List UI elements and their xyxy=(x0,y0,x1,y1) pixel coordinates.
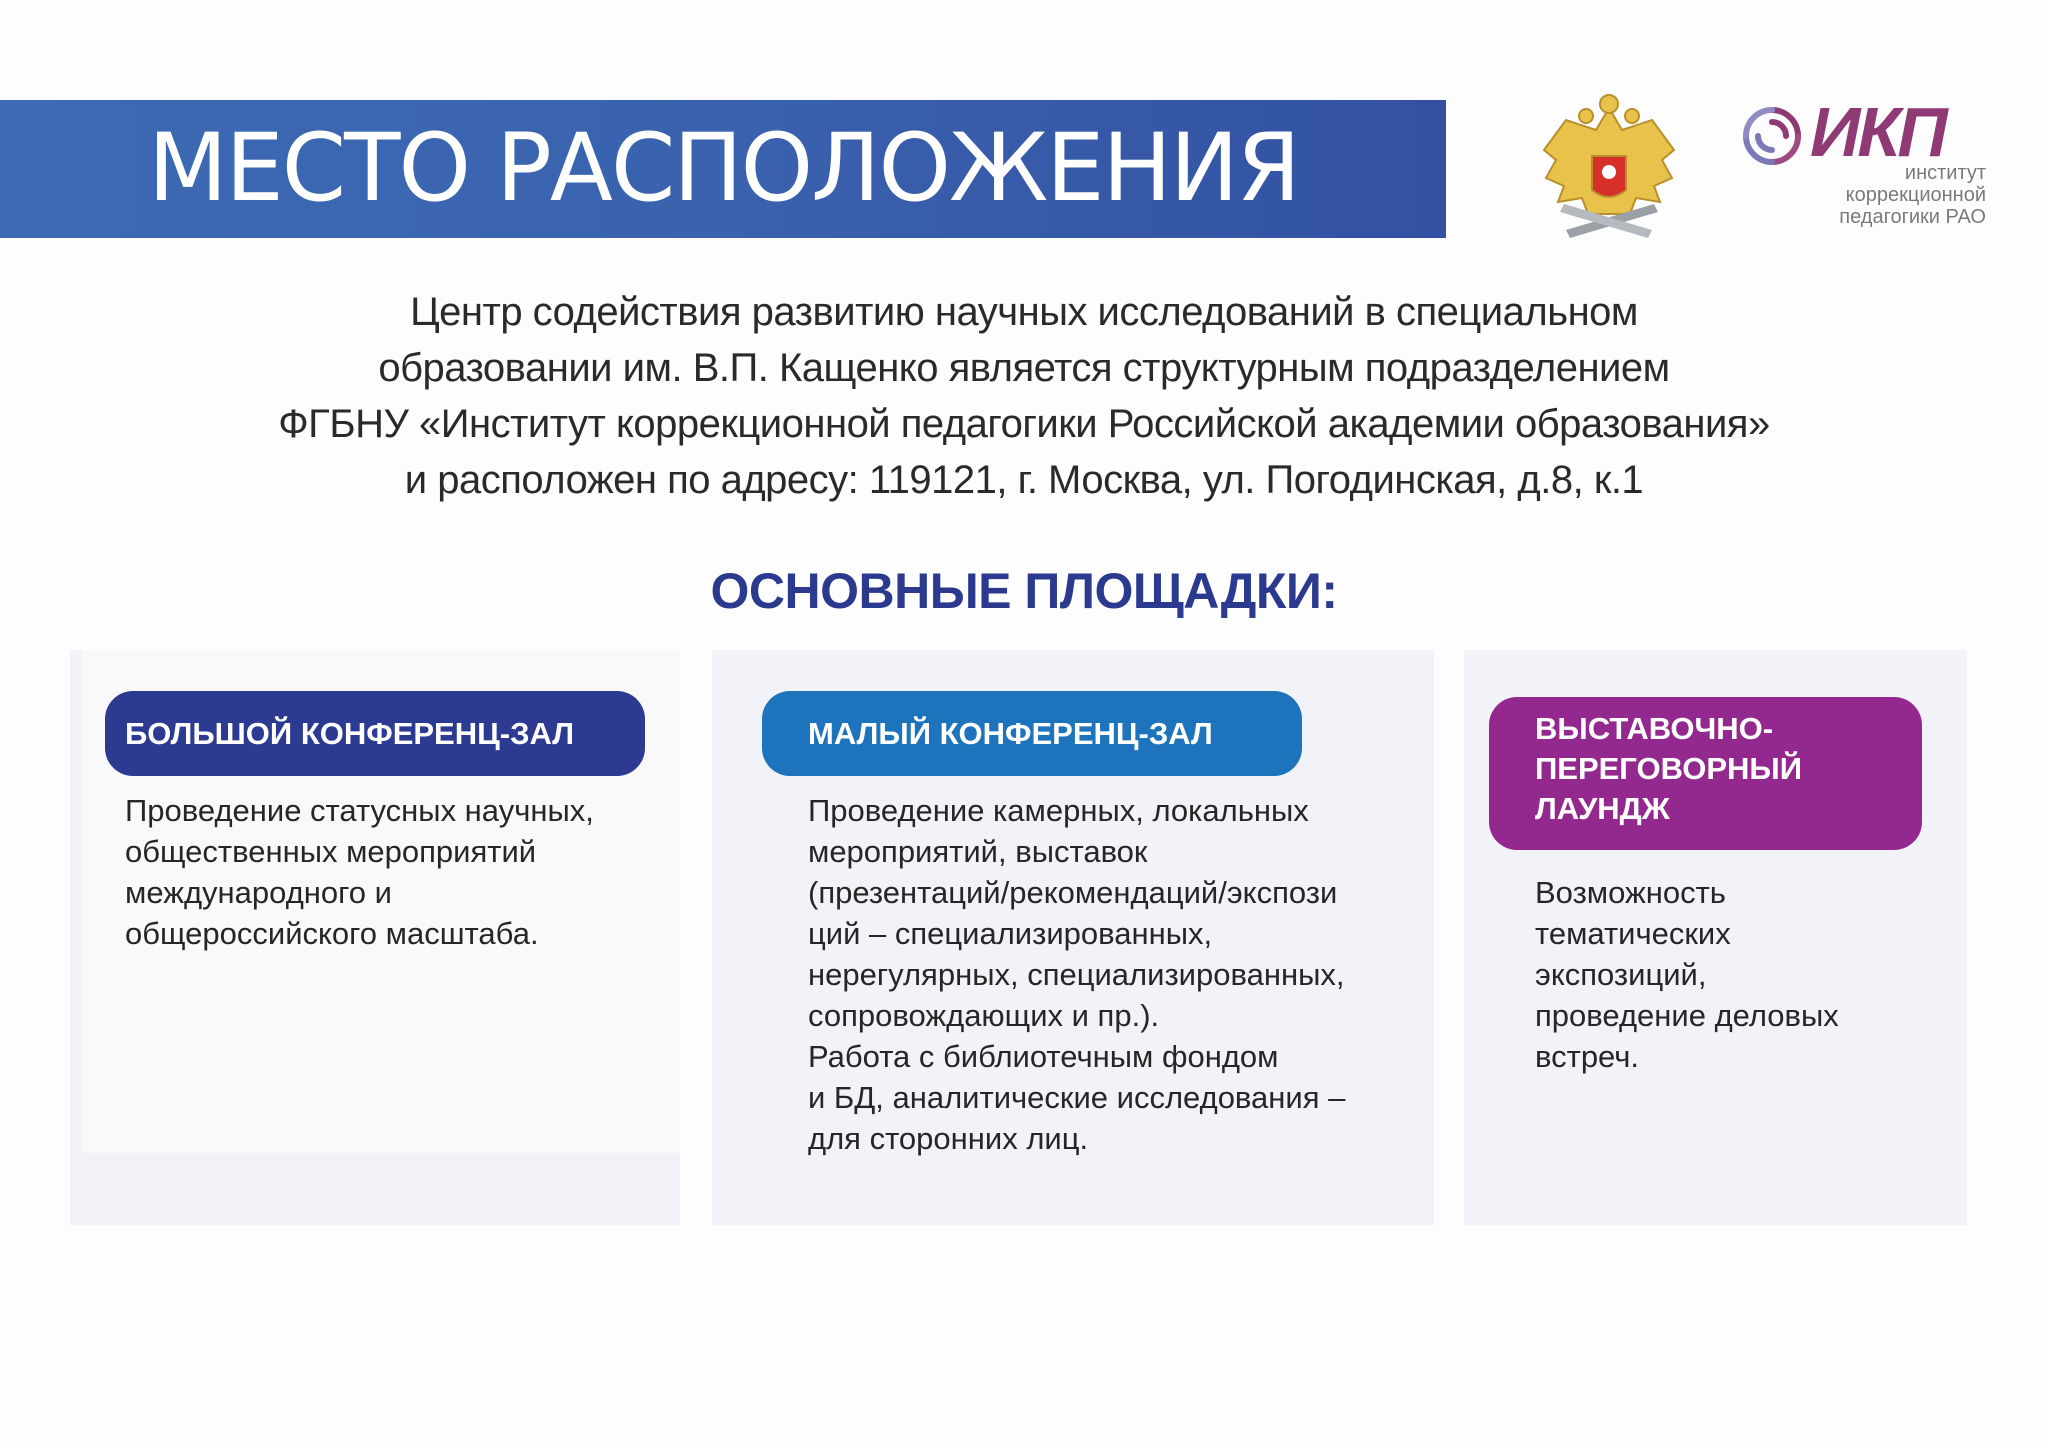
description-line: и БД, аналитические исследования – xyxy=(808,1080,1346,1115)
russian-coat-of-arms-emblem-icon xyxy=(1536,90,1682,250)
section-title: ОСНОВНЫЕ ПЛОЩАДКИ: xyxy=(710,563,1338,619)
intro-line: ФГБНУ «Институт коррекционной педагогики Российской академии образования» xyxy=(278,402,1770,446)
description-line: ций – специализированных, xyxy=(808,916,1213,951)
intro-paragraph xyxy=(60,284,1988,508)
ikp-logo xyxy=(1740,93,1990,240)
badge-line: ПЕРЕГОВОРНЫЙ xyxy=(1535,751,1803,786)
intro-line: Центр содействия развитию научных исследований в специальном xyxy=(410,290,1638,334)
description-line: экспозиций, xyxy=(1535,957,1707,992)
description-line: тематических xyxy=(1535,916,1731,951)
description-line: международного и xyxy=(125,875,392,910)
description-line: сопровождающих и пр.). xyxy=(808,998,1160,1033)
ikp-subtitle xyxy=(1839,162,1986,228)
description-line: Работа с библиотечным фондом xyxy=(808,1039,1279,1074)
venue-description xyxy=(1535,872,1955,1077)
ikp-subtitle-line: педагогики РАО xyxy=(1839,206,1986,228)
description-line: Проведение камерных, локальных xyxy=(808,793,1309,828)
description-line: мероприятий, выставок xyxy=(808,834,1148,869)
description-line: нерегулярных, специализированных, xyxy=(808,957,1345,992)
venue-card-large-hall xyxy=(70,650,680,1225)
venue-title-badge: МАЛЫЙ КОНФЕРЕНЦ-ЗАЛ xyxy=(762,691,1302,776)
badge-line: ВЫСТАВОЧНО- xyxy=(1535,711,1774,746)
description-line: для сторонних лиц. xyxy=(808,1121,1089,1156)
badge-line: ЛАУНДЖ xyxy=(1535,791,1670,826)
venue-description xyxy=(125,790,665,954)
description-line: общероссийского масштаба. xyxy=(125,916,539,951)
intro-line: и расположен по адресу: 119121, г. Москва, ул. Погодинская, д.8, к.1 xyxy=(404,458,1644,502)
title-banner xyxy=(0,100,1446,238)
venue-card-lounge xyxy=(1464,650,1967,1225)
venue-description xyxy=(808,790,1418,1159)
ikp-wordmark: ИКП xyxy=(1810,93,1945,171)
intro-line: образовании им. В.П. Кащенко является структурным подразделением xyxy=(378,346,1670,390)
page-title: МЕСТО РАСПОЛОЖЕНИЯ xyxy=(148,114,1299,223)
venue-title-badge xyxy=(1489,697,1922,850)
description-line: встреч. xyxy=(1535,1039,1640,1074)
ikp-subtitle-line: коррекционной xyxy=(1845,184,1986,206)
description-line: (презентаций/рекомендаций/экспози xyxy=(808,875,1338,910)
venue-title-badge: БОЛЬШОЙ КОНФЕРЕНЦ-ЗАЛ xyxy=(105,691,645,776)
description-line: общественных мероприятий xyxy=(125,834,537,869)
description-line: Проведение статусных научных, xyxy=(125,793,594,828)
ikp-subtitle-line: институт xyxy=(1904,162,1986,184)
venue-card-small-hall xyxy=(712,650,1434,1225)
description-line: проведение деловых xyxy=(1535,998,1839,1033)
description-line: Возможность xyxy=(1535,875,1726,910)
swirl-logo-mark-icon xyxy=(1740,104,1804,168)
